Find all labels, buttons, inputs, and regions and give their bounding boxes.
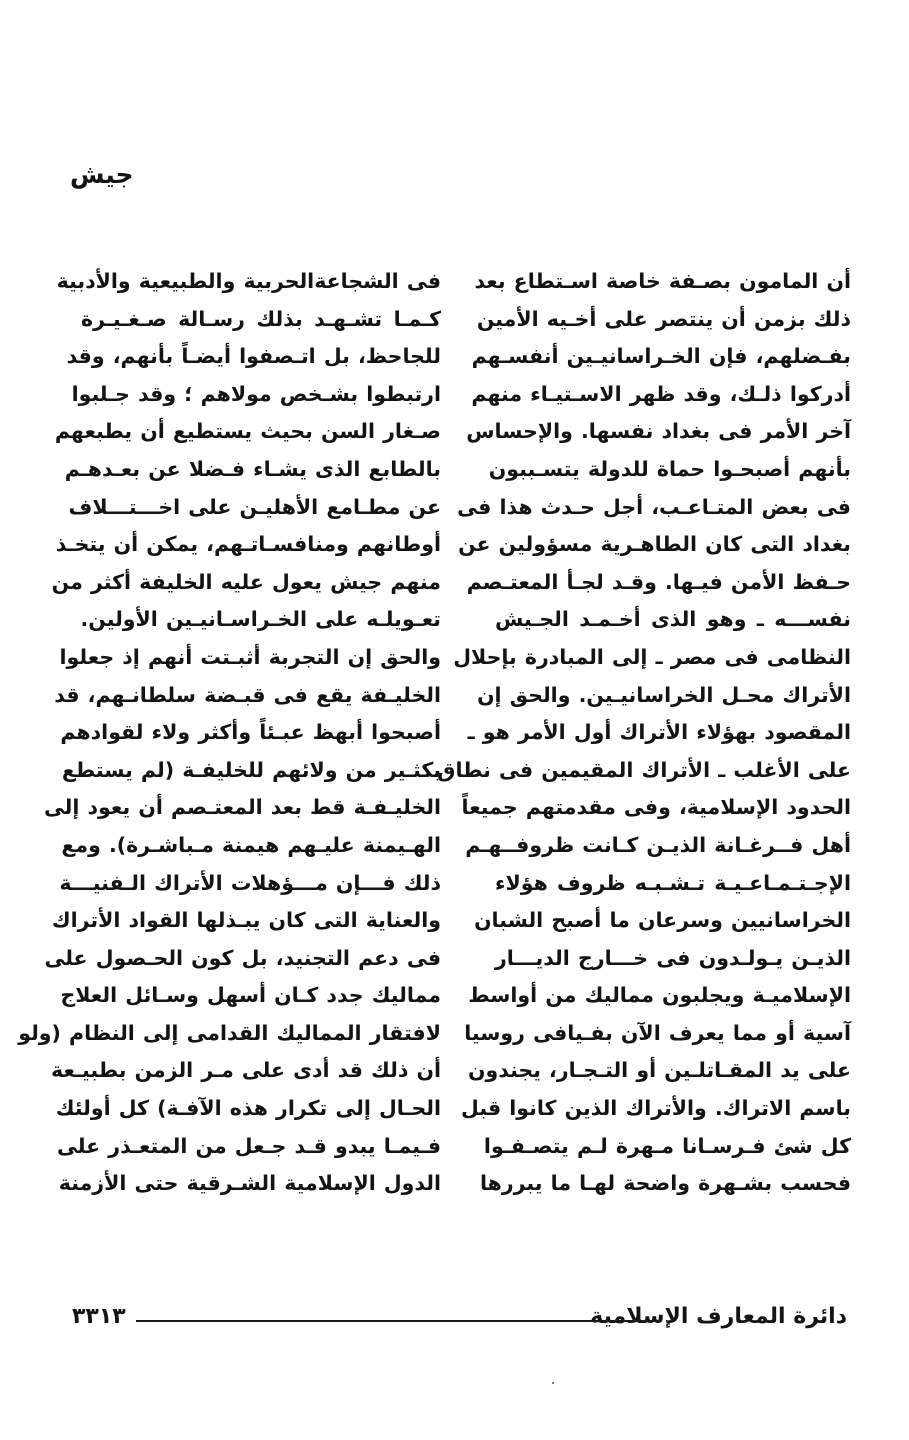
text-line: الحدود الإسلامية، وفى مقدمتهم جميعاً <box>461 795 851 820</box>
text-line: الإجـتـمـاعـيـة تـشـبـه ظروف هؤلاء <box>495 870 851 895</box>
text-line: فحسب بشـهرة واضحة لهـا ما يبررها <box>479 1171 851 1196</box>
text-line: ذلك بزمن أن ينتصر على أخـيه الأمين <box>476 306 851 331</box>
text-line: ذلك فـــإن مـــؤهلات الأتراك الـفنيـــة <box>59 870 441 895</box>
footer-rule <box>136 1320 661 1322</box>
text-line: منهم جيش يعول عليه الخليفة أكثر من <box>51 569 441 594</box>
text-line: نفســـه ـ وهو الذى أخـمـد الجـيش <box>495 607 851 632</box>
text-line: حـفظ الأمن فيـها. وقـد لجـأ المعتـصم <box>466 569 851 594</box>
page-header-title: جيش <box>70 160 134 189</box>
text-line: المقصود بهؤلاء الأتراك أول الأمر هو ـ <box>467 720 851 745</box>
text-line: النظامى فى مصر ـ إلى المبادرة بإحلال <box>453 644 851 669</box>
text-line: صـغار السن بحيث يستطيع أن يطبعهم <box>54 419 441 444</box>
text-line: والحق إن التجربة أثبـتت أنهم إذ جعلوا <box>59 644 441 669</box>
text-line: أهل فــرغـانة الذيـن كـانت ظروفــهـم <box>465 832 851 857</box>
text-line: عن مطـامع الأهليـن على اخـــتـــلاف <box>68 494 441 519</box>
text-line: فى بعض المتـاعـب، أجل حـدث هذا فى <box>457 494 851 519</box>
text-column-left <box>18 263 441 1203</box>
text-line: أصبحوا أبهظ عبـئاً وأكثر ولاء لقوادهم <box>60 720 441 745</box>
text-line: بفـضلهم، فإن الخـراسانيـين أنفسـهم <box>471 344 851 369</box>
text-line: بأنهم أصبحـوا حماة للدولة يتسـببون <box>488 456 851 481</box>
text-line: بالطابع الذى يشـاء فـضلا عن بعـدهـم <box>64 456 441 481</box>
text-line: أن المامون بصـفة خاصة اسـتطاع بعد <box>474 269 851 293</box>
text-column-right <box>437 263 851 1203</box>
text-line: والعناية التى كان يبـذلها القواد الأتراك <box>51 908 441 933</box>
page-number: ٣٣١٣ <box>72 1304 126 1329</box>
text-line: آسية أو مما يعرف الآن بفـيافى روسيا <box>464 1020 851 1045</box>
text-line: باسم الاتراك. والأتراك الذين كانوا قبل <box>461 1096 851 1121</box>
text-line: ارتبطوا بشـخص مولاهم ؛ وقد جـلبوا <box>71 381 441 406</box>
text-line: على يد المقـاتلـين أو التـجـار، يجندون <box>467 1058 851 1083</box>
text-line: الذيـن يـولـدون فى خـــارج الديـــار <box>495 945 851 970</box>
footer-publication-title: دائرة المعارف الإسلامية <box>590 1304 847 1329</box>
text-line: بغداد التى كان الطاهـرية مسؤولين عن <box>458 532 851 557</box>
scan-speck <box>552 1382 554 1384</box>
text-line: لافتقار المماليك القدامى إلى النظام (ولو <box>18 1020 441 1045</box>
text-line: فى دعم التجنيد، بل كون الحـصول على <box>44 945 441 970</box>
text-line: الإسلاميـة ويجلبون مماليك من أواسط <box>468 983 851 1008</box>
text-line: فـيمـا يبدو قـد جـعل من المتعـذر على <box>57 1133 441 1158</box>
text-line: بكثـير من ولائهم للخليفـة (لم يستطع <box>61 757 441 782</box>
text-line: الخليـفة يقع فى قبـضة سلطانـهم، قد <box>54 682 441 707</box>
text-line: الدول الإسلامية الشـرقية حتى الأزمنة <box>58 1171 441 1196</box>
text-line: أن ذلك قد أدى على مـر الزمن بطبيـعة <box>51 1058 441 1083</box>
text-line: الأتراك محـل الخراسانيـين. والحق إن <box>477 682 851 707</box>
text-line: الخليـفـة قط بعد المعتـصم أن يعود إلى <box>43 795 441 820</box>
text-line: آخر الأمر فى بغداد نفسها. والإحساس <box>466 419 851 444</box>
text-line: أوطانهم ومنافسـاتـهم، يمكن أن يتخـذ <box>55 532 441 557</box>
text-line: كـمـا تشـهـد بذلك رسـالة صـغـيـرة <box>81 306 441 331</box>
text-line: الهـيمنة عليـهم هيمنة مـباشـرة). ومع <box>61 832 441 857</box>
page-footer <box>72 1300 847 1334</box>
text-line: للجاحظ، بل اتـصفوا أيضـاً بأنهم، وقد <box>66 344 441 369</box>
text-line: مماليك جدد كـان أسهل وسـائل العلاج <box>60 983 441 1008</box>
text-line: تعـويلـه على الخـراسـانيـين الأولين. <box>80 607 441 632</box>
text-line: الخراسانيين وسرعان ما أصبح الشبان <box>474 908 851 933</box>
text-line: أدركوا ذلـك، وقد ظهر الاسـتيـاء منهم <box>471 381 851 406</box>
text-line: الحـال إلى تكرار هذه الآفـة) كل أولئك <box>55 1096 441 1121</box>
text-line: على الأغلب ـ الأتراك المقيمين فى نطاق <box>437 757 851 782</box>
text-line: فى الشجاعةالحربية والطبيعية والأدبية <box>56 269 441 293</box>
text-line: كل شئ فـرسـانا مـهرة لـم يتصـفـوا <box>483 1133 851 1158</box>
